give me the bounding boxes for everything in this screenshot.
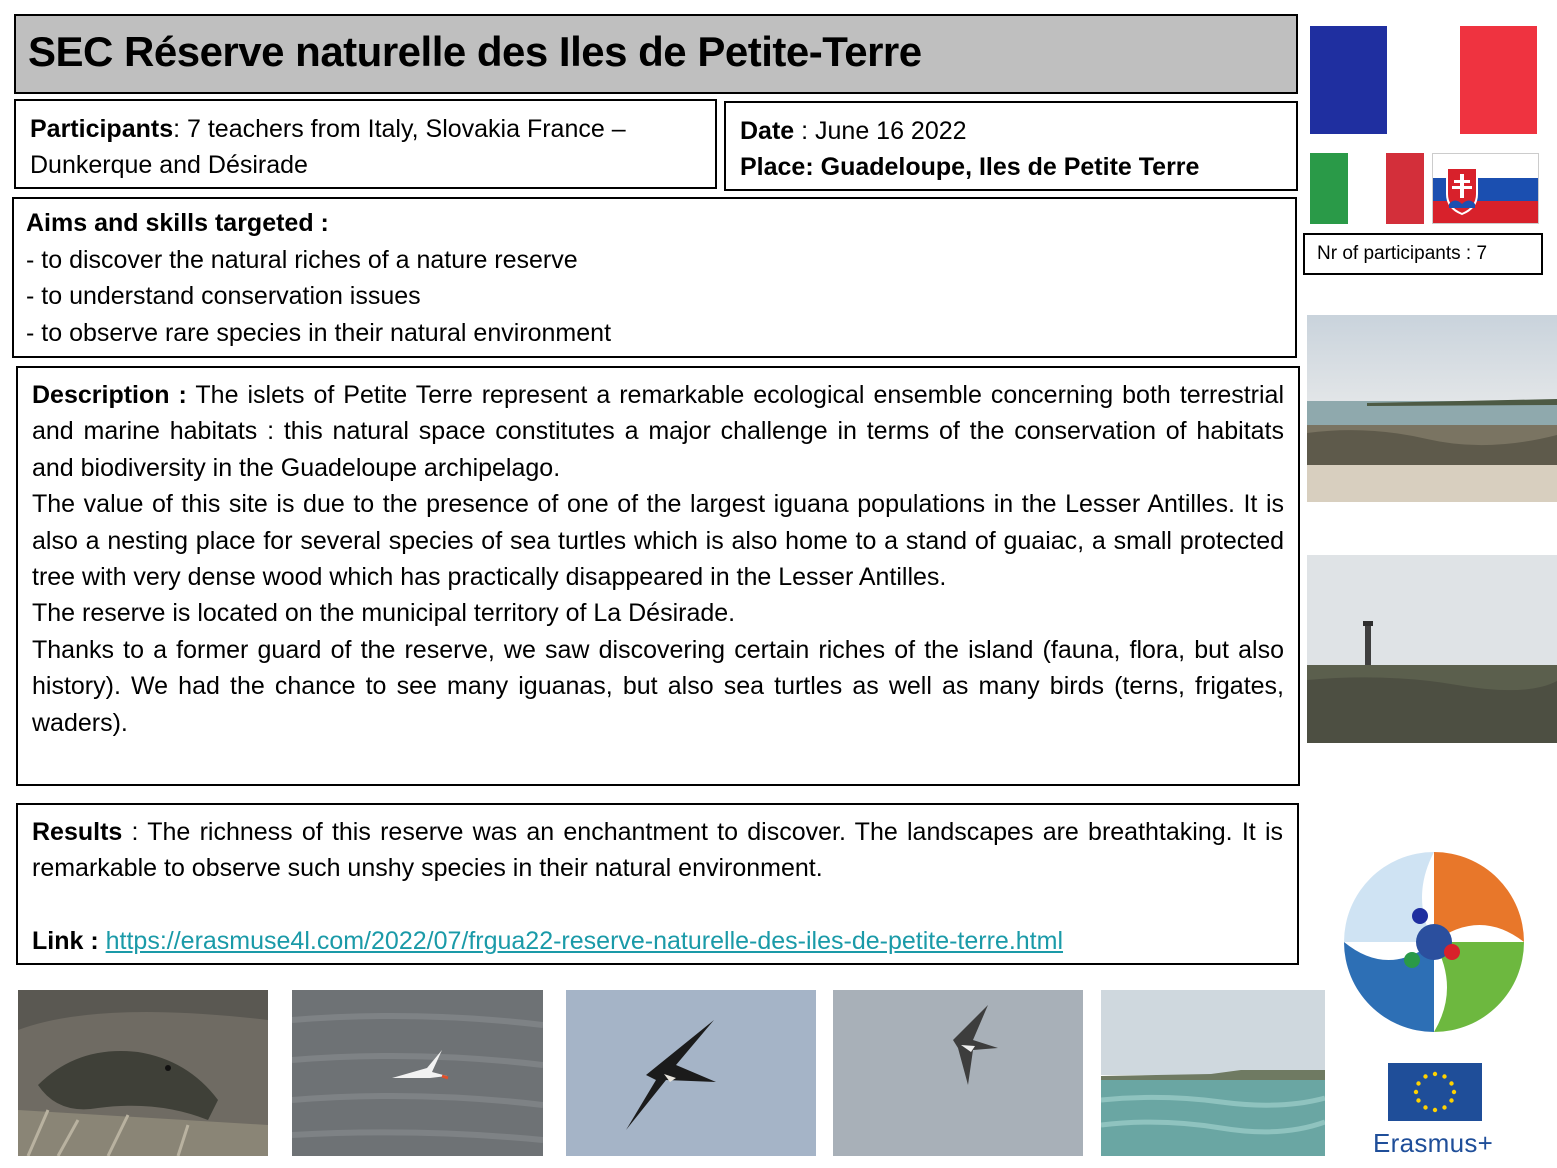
participants-box [14,99,717,189]
description-paragraph: The value of this site is due to the presence of one of the largest iguana populations in the Lesser Antilles. It is also a nesting place for several species of sea turtles which is also home to a stand of guaiac, a small protected tree with very dense wood which has practically disappeared in the Lesser Antilles. [32,490,1284,592]
place-label: Place: [740,153,814,181]
photo-iguana [18,990,268,1156]
flag-france-icon [1310,26,1537,134]
description-label: Description : [32,381,187,409]
page-title: SEC Réserve naturelle des Iles de Petite-Terre [28,28,922,75]
results-link[interactable]: https://erasmuse4l.com/2022/07/frgua22-reserve-naturelle-des-iles-de-petite-terre.html [105,927,1064,956]
date-line [740,113,1282,149]
photo-tern-water [292,990,543,1156]
link-line [32,923,1283,959]
description-box [16,366,1300,786]
participants-text: : 7 teachers from Italy, Slovakia France – Dunkerque and Désirade [30,115,626,179]
link-label: Link : [32,927,99,956]
aim-item: - to understand conservation issues [26,282,421,310]
photo-shore [1307,315,1557,502]
results-spacer [32,887,1283,923]
flag-italy-icon [1310,153,1424,224]
flag-slovakia-icon [1432,153,1539,224]
results-text: : The richness of this reserve was an enchantment to discover. The landscapes are breathtaking. It is remarkable to observe such unshy species in their natural environment. [32,818,1283,883]
slovakia-flag-graphic [1433,154,1539,224]
aim-item: - to observe rare species in their natural environment [26,318,612,347]
description-paragraph [32,377,1284,486]
aim-item: - to discover the natural riches of a nature reserve [26,245,578,274]
place-line [740,149,1282,185]
aims-heading: Aims and skills targeted : [26,209,329,237]
photo-lagoon [1101,990,1325,1156]
participants-count: Nr of participants : 7 [1317,243,1488,264]
photo-tern-flight [833,990,1083,1156]
description-paragraph: Thanks to a former guard of the reserve, we saw discovering certain riches of the island (fauna, flora, but also history). We had the chance to see many iguanas, but also sea turtles as well as many birds (terns, frigates, waders). [32,635,1284,737]
photo-frigatebird [566,990,816,1156]
results-box [16,803,1299,965]
date-place-box [724,101,1298,191]
eu-flag-icon [1388,1063,1482,1121]
participants-count-box [1303,233,1543,275]
photo-lighthouse [1307,555,1557,743]
participants-label: Participants [30,115,174,143]
description-text: The islets of Petite Terre represent a remarkable ecological ensemble concerning both terrestrial and marine habitats : this natural space constitutes a major challenge in terms of the conservation of habitats and biodiversity in the Guadeloupe archipelago. [32,381,1285,482]
title-box [14,14,1298,94]
place-value: Guadeloupe, Iles de Petite Terre [813,153,1200,181]
date-value: : June 16 2022 [794,117,967,145]
description-paragraph: The reserve is located on the municipal territory of La Désirade. [32,599,736,628]
erasmus-label: Erasmus+ [1373,1128,1494,1158]
aims-box [12,197,1297,358]
date-label: Date [740,117,795,145]
results-label: Results [32,818,123,846]
results-paragraph [32,814,1283,887]
e4l-logo-icon [1340,848,1528,1036]
